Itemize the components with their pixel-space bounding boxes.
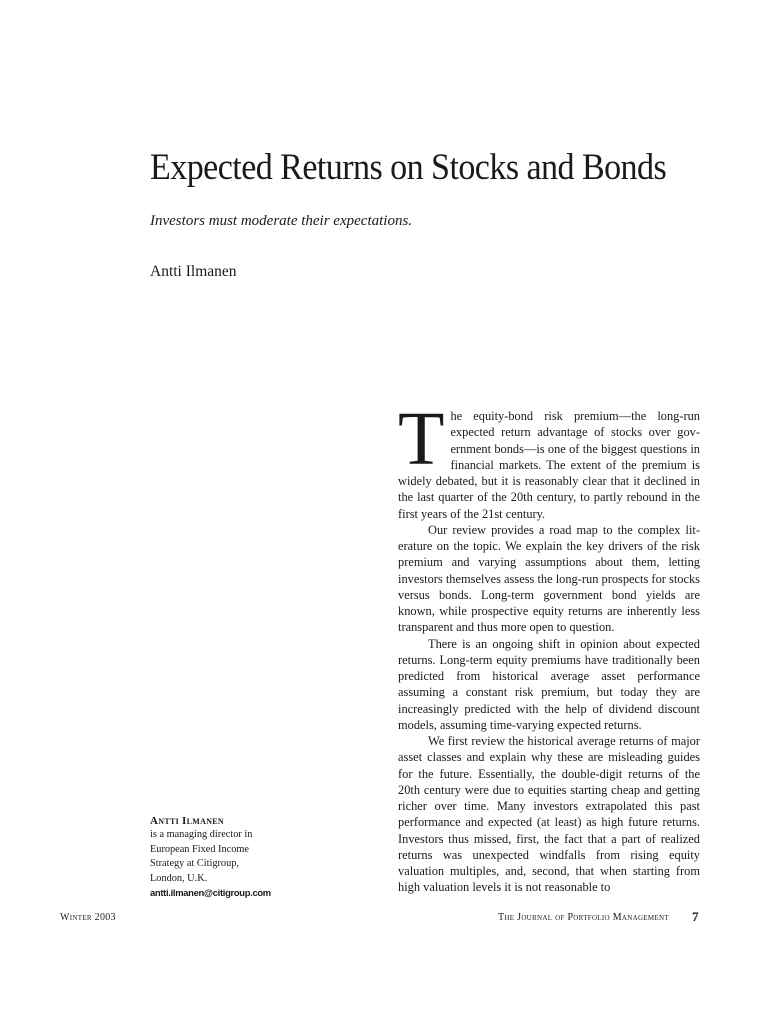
article-title: Expected Returns on Stocks and Bonds: [150, 147, 667, 188]
drop-cap: T: [398, 397, 445, 481]
body-paragraph-4: We first review the historical average returns of major asset classes and explain why these are misleading guides for the future. Essentially, the double-digit returns of the 20th century were due to equities starting cheap and getting richer over time. Many investors extrapolated this past performance and expected (at least) as high future returns. Investors thus missed, first, the fact that a part of realized returns was unexpected windfalls from rising equity valuation multiples, and, second, that when starting from high valuation levels it is not reasonable to: [398, 734, 700, 895]
article-subtitle: Investors must moderate their expectations.: [150, 213, 413, 229]
author-bio-name: Antti Ilmanen: [150, 815, 224, 827]
author-bio-line: is a managing director in: [150, 829, 253, 841]
body-paragraph-3: There is an ongoing shift in opinion about expected returns. Long-term equity premiums have traditionally been predicted from historical average asset performance assuming a constant risk premium, but today they are increasingly predicted with the help of dividend discount models, assuming time-varying expected returns.: [398, 636, 700, 732]
author-bio-line: London, U.K.: [150, 872, 208, 884]
body-paragraph-2: Our review provides a road map to the complex literature on the topic. We explain the key drivers of the risk premium and varying assumptions about them, letting investors themselves assess the long-run prospects for stocks versus bonds. Long-term government bond yields are known, while prospective equity returns are inherently less transparent and thus more open to question.: [398, 522, 700, 635]
footer-journal: The Journal of Portfolio Management: [498, 912, 669, 923]
article-author: Antti Ilmanen: [150, 263, 237, 280]
body-paragraph-1: [398, 397, 700, 522]
author-bio-line: Strategy at Citigroup,: [150, 858, 239, 870]
author-bio-line: European Fixed Income: [150, 843, 249, 855]
paragraph-text: he equity-bond risk premium—the long-run expected return advantage of stocks over government bonds—is one of the biggest questions in financial markets. The extent of the premium is widely debated, but it is reasonably clear that it declined in the last quarter of the 20th century, to partly rebound in the first years of the 21st century.: [398, 409, 700, 521]
footer-issue: Winter 2003: [60, 912, 116, 923]
author-bio: [150, 814, 290, 900]
body-column: [398, 397, 700, 896]
author-email: antti.ilmanen@citigroup.com: [150, 887, 271, 899]
page-number: 7: [692, 909, 699, 924]
